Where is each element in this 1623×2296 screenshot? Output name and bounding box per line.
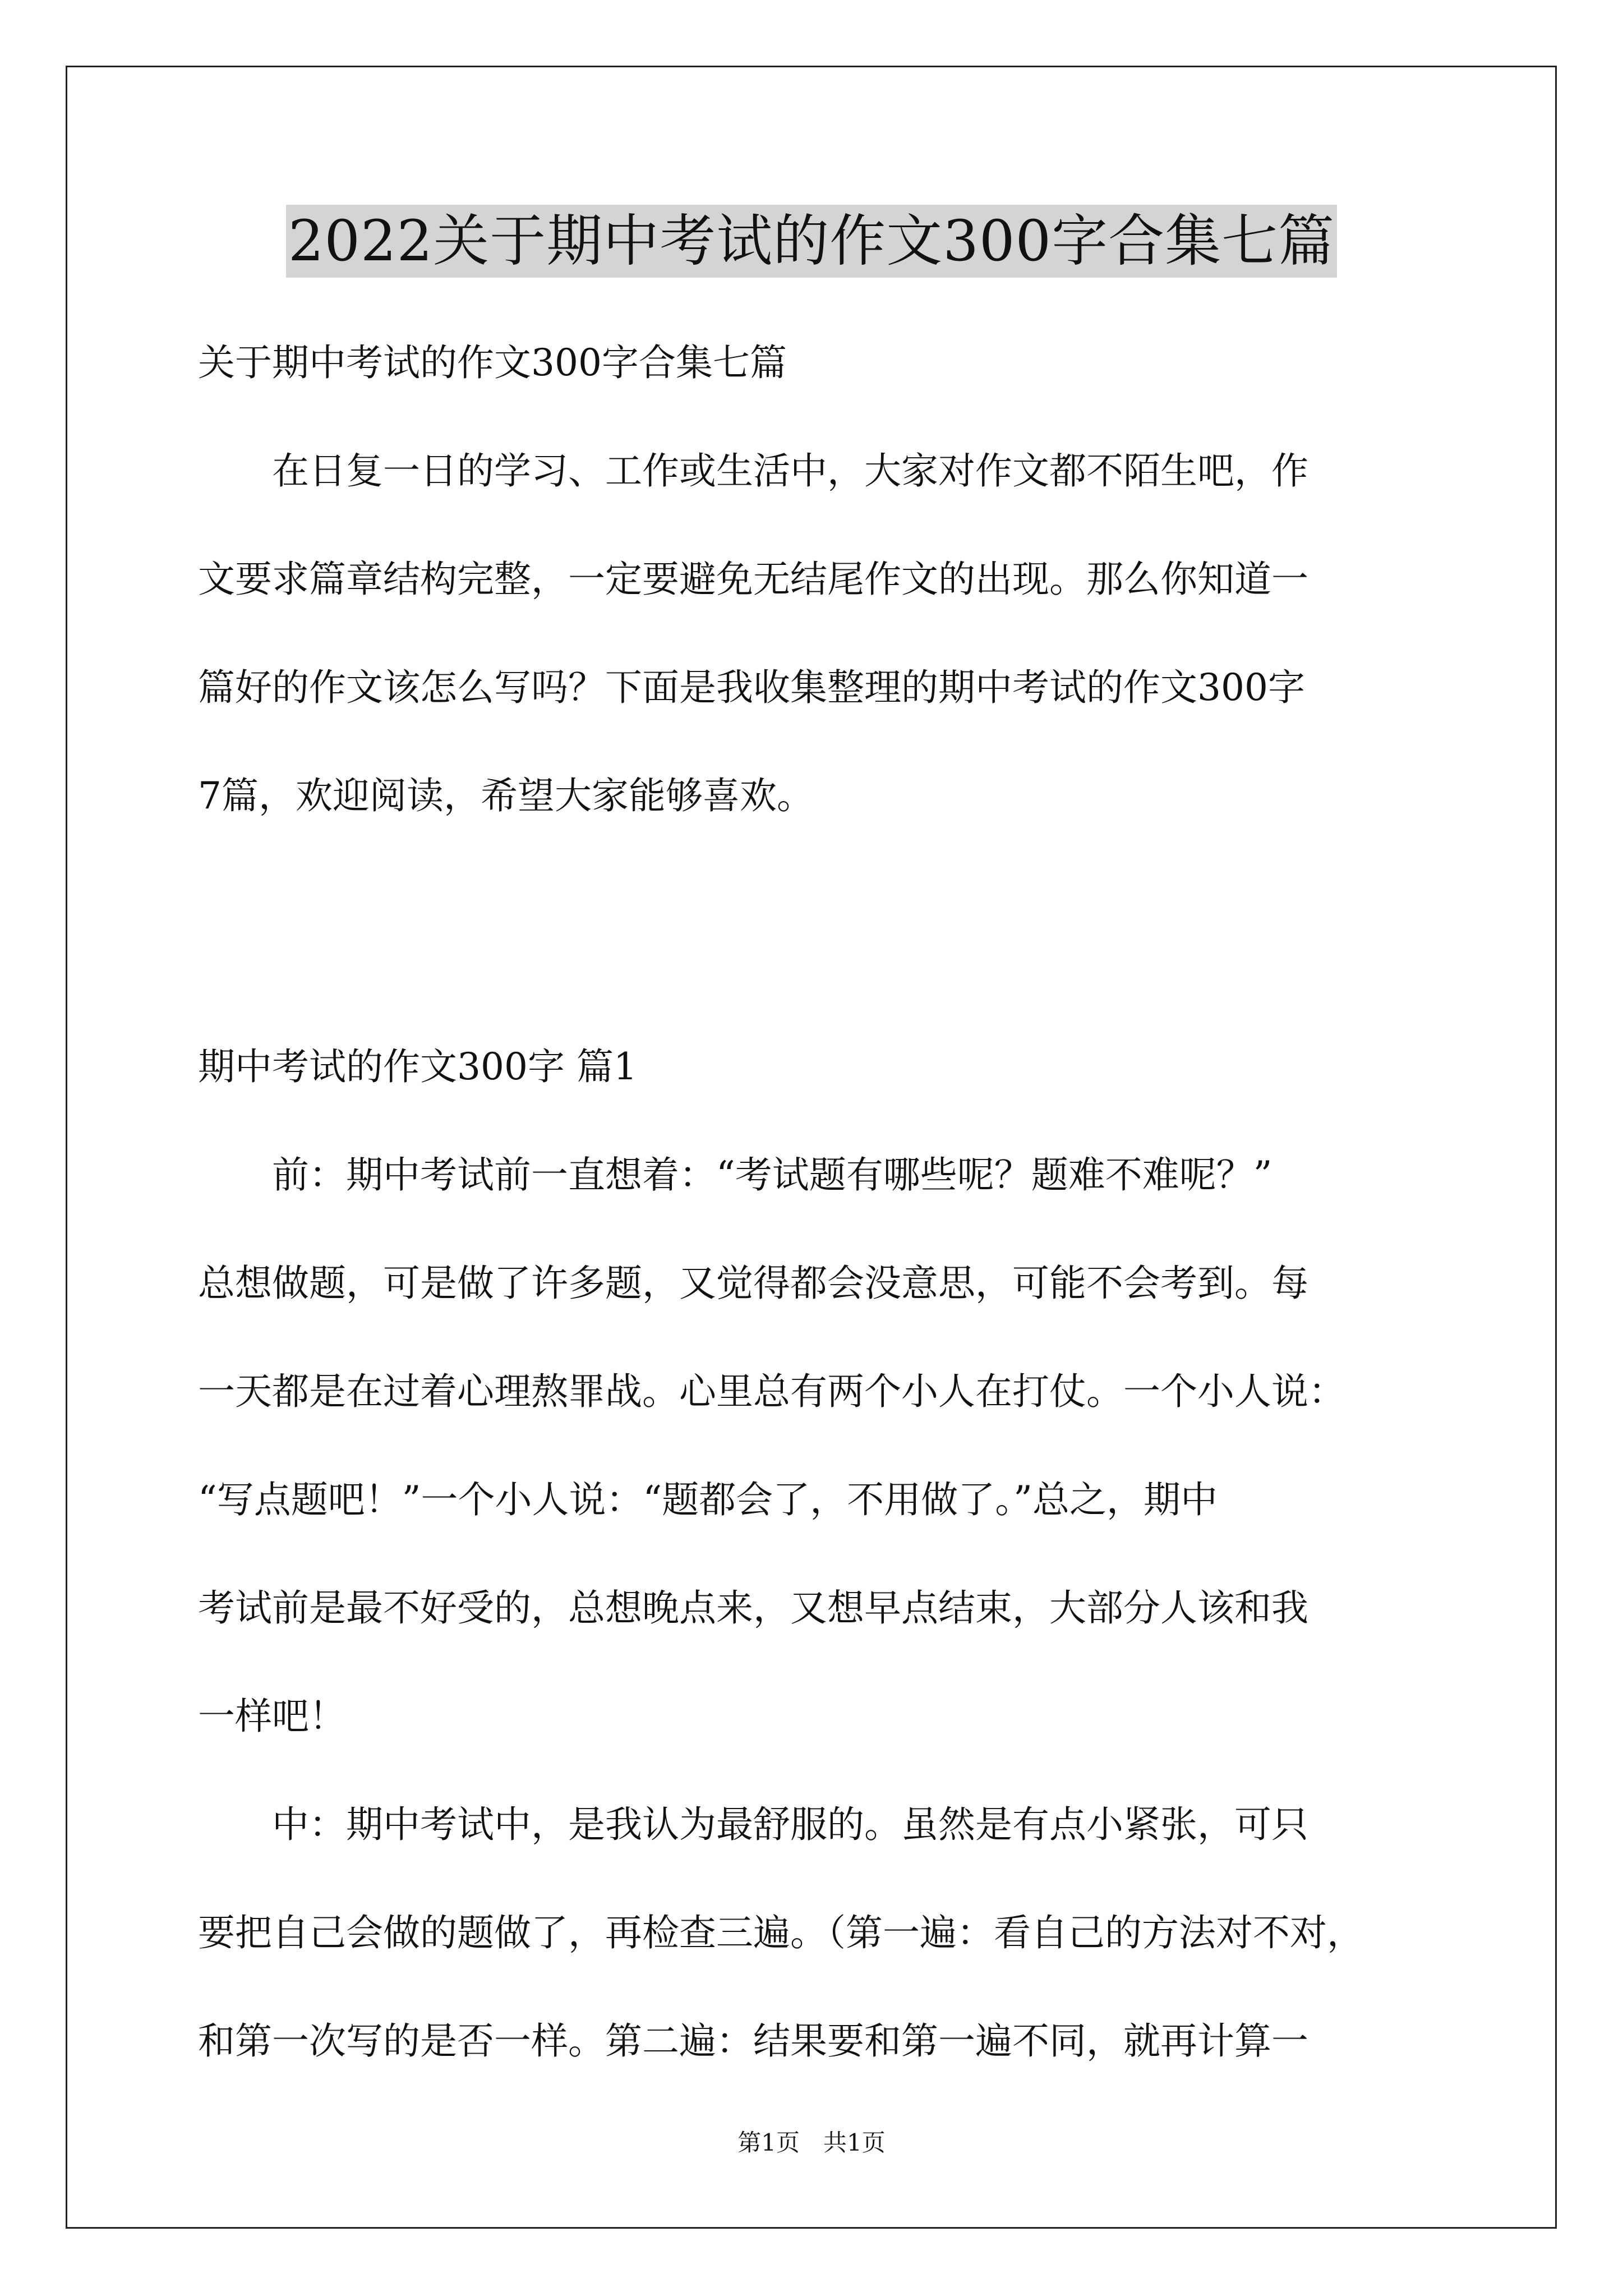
paragraph-line: 中：期中考试中，是我认为最舒服的。虽然是有点小紧张，可只 — [198, 1803, 1308, 1846]
paragraph-line: 前：期中考试前一直想着：“考试题有哪些呢？题难不难呢？” — [198, 1153, 1272, 1197]
intro-line: 篇好的作文该怎么写吗？下面是我收集整理的期中考试的作文300字 — [198, 666, 1305, 709]
paragraph-line: 总想做题，可是做了许多题，又觉得都会没意思，可能不会考到。每 — [198, 1262, 1308, 1305]
section-spacer — [198, 850, 1429, 1013]
paragraph-line: 一样吧！ — [198, 1695, 346, 1738]
intro-line: 在日复一日的学习、工作或生活中，大家对作文都不陌生吧，作 — [198, 449, 1308, 493]
section-heading: 期中考试的作文300字 篇1 — [198, 1045, 637, 1088]
paragraph-line: 一天都是在过着心理熬罪战。心里总有两个小人在打仗。一个小人说： — [198, 1370, 1345, 1413]
page-footer: 第1页 共1页 — [737, 2129, 886, 2156]
intro-line: 7篇，欢迎阅读，希望大家能够喜欢。 — [198, 774, 814, 817]
document-subtitle: 关于期中考试的作文300字合集七篇 — [198, 341, 787, 384]
paragraph-line: 要把自己会做的题做了，再检查三遍。（第一遍：看自己的方法对不对， — [198, 1911, 1364, 1954]
document-title: 2022关于期中考试的作文300字合集七篇 — [286, 205, 1337, 278]
paragraph-line: 考试前是最不好受的，总想晚点来，又想早点结束，大部分人该和我 — [198, 1586, 1308, 1630]
document-body — [198, 309, 1429, 2095]
paragraph-line: “写点题吧！”一个小人说：“题都会了，不用做了。”总之，期中 — [198, 1478, 1218, 1521]
title-container — [0, 205, 1623, 278]
paragraph-line: 和第一次写的是否一样。第二遍：结果要和第一遍不同，就再计算一 — [198, 2019, 1308, 2063]
intro-line: 文要求篇章结构完整，一定要避免无结尾作文的出现。那么你知道一 — [198, 558, 1308, 601]
